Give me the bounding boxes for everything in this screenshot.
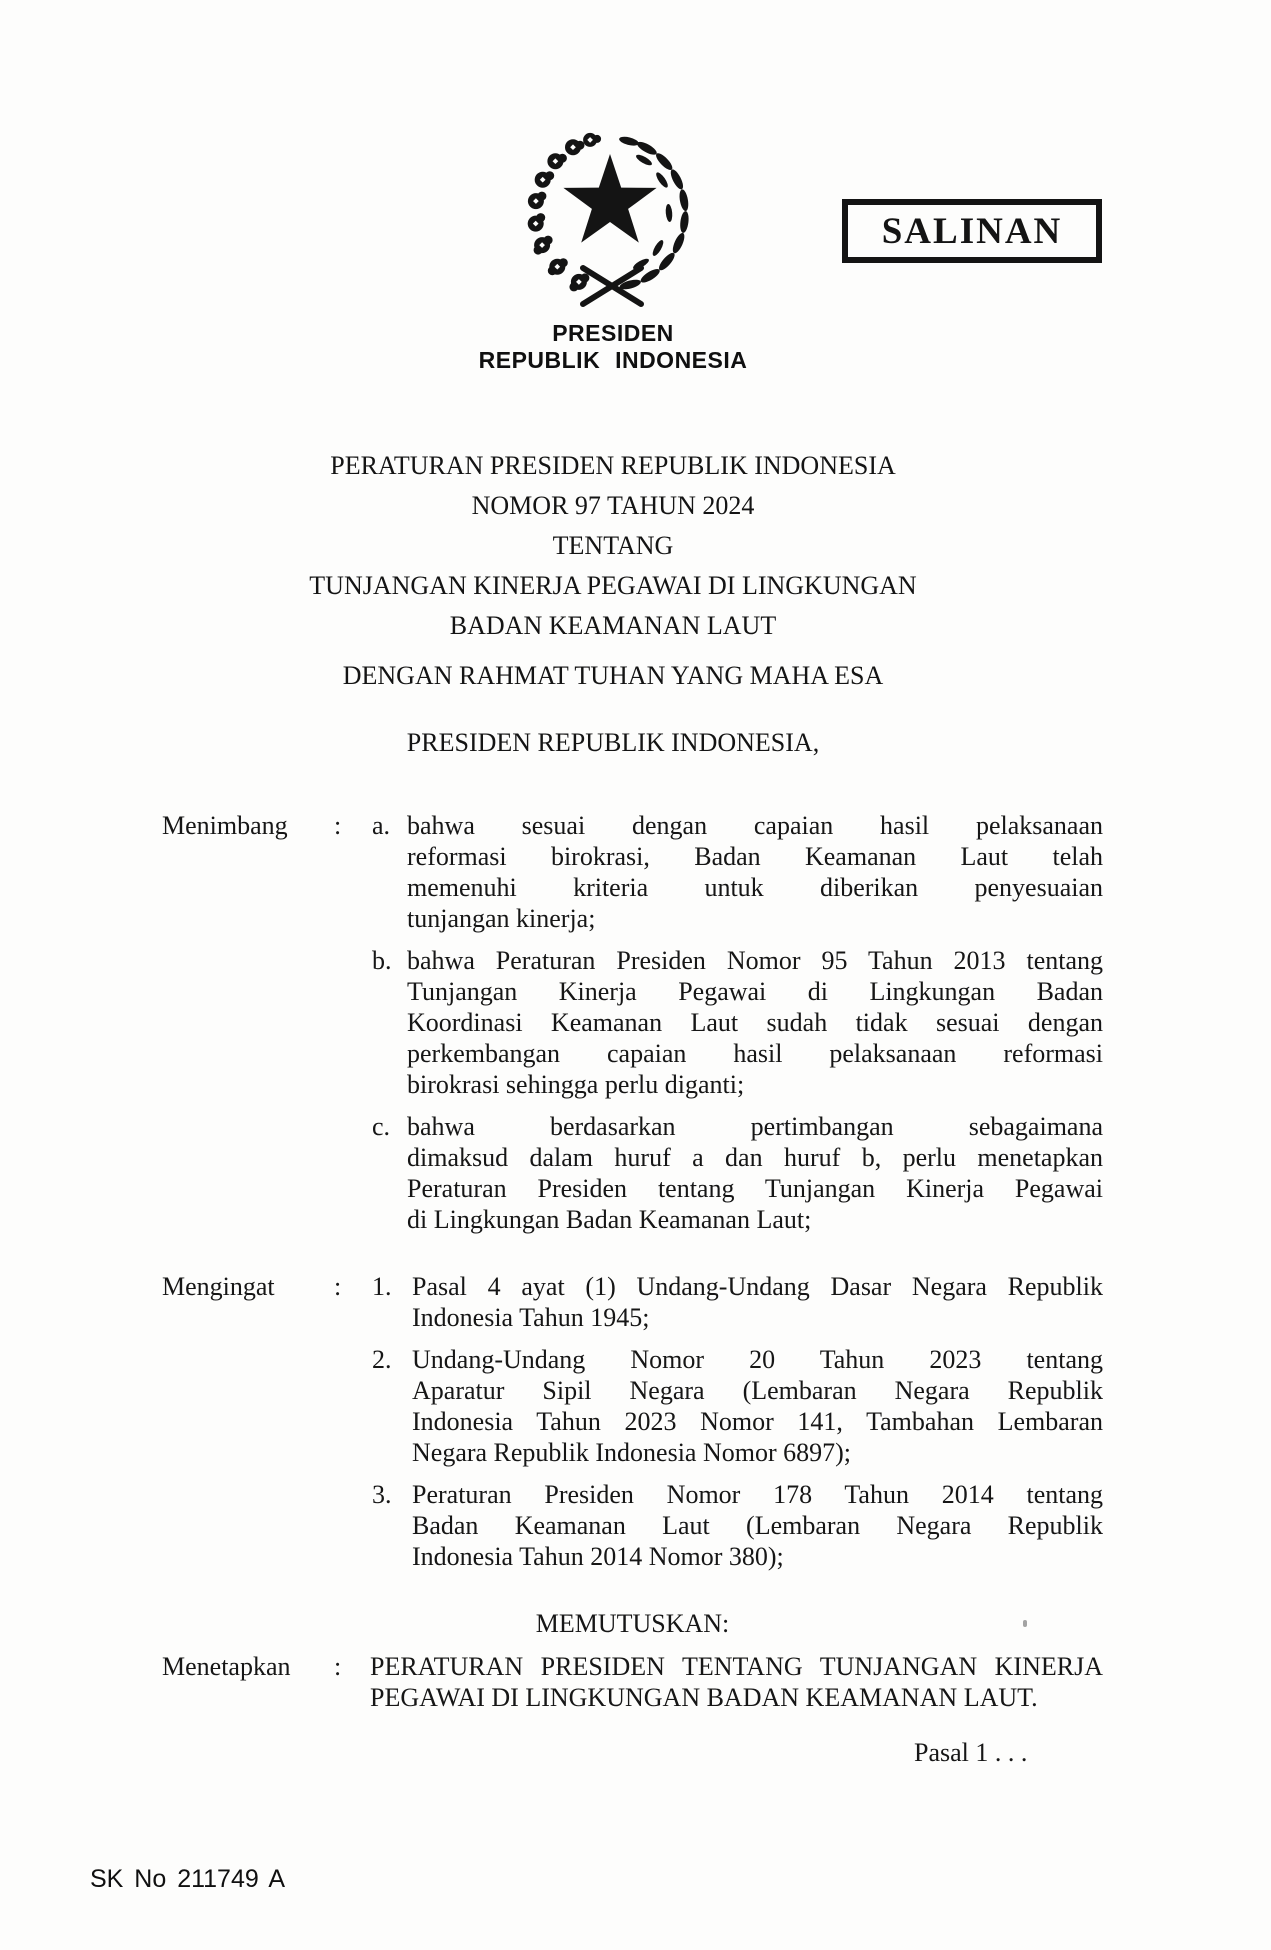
decision-heading: MEMUTUSKAN: xyxy=(535,1609,730,1638)
list-item xyxy=(372,1344,1103,1468)
considering-colon: : xyxy=(334,811,342,840)
title-line-3: TENTANG xyxy=(552,531,674,560)
recalling-section xyxy=(0,1271,1271,1572)
enactment-text xyxy=(370,1651,1103,1713)
item-text xyxy=(412,1479,1103,1572)
document-control-number: SK No 211749 A xyxy=(90,1865,286,1893)
scan-artifact-dot xyxy=(1023,1620,1027,1627)
enactment-section xyxy=(0,1651,1271,1713)
text-line: Koordinasi Keamanan Laut sudah tidak sesuai dengan xyxy=(407,1008,1103,1037)
item-marker: 2. xyxy=(372,1345,392,1374)
text-line: PERATURAN PRESIDEN TENTANG TUNJANGAN KINERJA xyxy=(370,1652,1103,1681)
item-marker: 3. xyxy=(372,1480,392,1509)
text-line: Peraturan Presiden Nomor 178 Tahun 2014 tentang xyxy=(412,1480,1103,1509)
text-line: bahwa sesuai dengan capaian hasil pelaksanaan xyxy=(407,811,1103,840)
considering-label: Menimbang xyxy=(162,811,288,840)
text-line: dimaksud dalam huruf a dan huruf b, perlu menetapkan xyxy=(407,1143,1103,1172)
text-line: Badan Keamanan Laut (Lembaran Negara Republik xyxy=(412,1511,1103,1540)
text-line: Indonesia Tahun 1945; xyxy=(412,1303,650,1332)
title-line-1: PERATURAN PRESIDEN REPUBLIK INDONESIA xyxy=(330,451,896,480)
recalling-label: Mengingat xyxy=(162,1272,275,1301)
text-line: Tunjangan Kinerja Pegawai di Lingkungan Badan xyxy=(407,977,1103,1006)
text-line: Negara Republik Indonesia Nomor 6897); xyxy=(412,1438,852,1467)
item-text xyxy=(407,945,1103,1100)
list-item xyxy=(372,1479,1103,1572)
item-text xyxy=(407,810,1103,934)
recalling-items xyxy=(372,1271,1103,1572)
list-item xyxy=(372,1271,1103,1333)
continuation-note: Pasal 1 . . . xyxy=(914,1738,1028,1767)
text-line: tunjangan kinerja; xyxy=(407,904,596,933)
item-text xyxy=(412,1271,1103,1333)
text-line: birokrasi sehingga perlu diganti; xyxy=(407,1070,745,1099)
item-marker: 1. xyxy=(372,1272,392,1301)
title-line-2: NOMOR 97 TAHUN 2024 xyxy=(471,491,755,520)
text-line: Peraturan Presiden tentang Tunjangan Kinerja Pegawai xyxy=(407,1174,1103,1203)
cotton-branch xyxy=(528,133,601,292)
enacting-authority-line: PRESIDEN REPUBLIK INDONESIA, xyxy=(406,728,820,757)
text-line: memenuhi kriteria untuk diberikan penyesuaian xyxy=(407,873,1103,902)
text-line: Aparatur Sipil Negara (Lembaran Negara Republik xyxy=(412,1376,1103,1405)
text-line: Pasal 4 ayat (1) Undang-Undang Dasar Negara Republik xyxy=(412,1272,1103,1301)
star-icon xyxy=(563,154,656,243)
text-line: bahwa berdasarkan pertimbangan sebagaimana xyxy=(407,1112,1103,1141)
text-line: bahwa Peraturan Presiden Nomor 95 Tahun 2013 tentang xyxy=(407,946,1103,975)
letterhead-presiden: PRESIDEN xyxy=(552,320,674,346)
list-item xyxy=(372,1111,1103,1235)
title-line-5: BADAN KEAMANAN LAUT xyxy=(449,611,777,640)
regulation-title xyxy=(250,446,976,646)
considering-items xyxy=(372,810,1103,1235)
list-item xyxy=(372,810,1103,934)
text-line: Indonesia Tahun 2023 Nomor 141, Tambahan Lembaran xyxy=(412,1407,1103,1436)
item-text xyxy=(407,1111,1103,1235)
item-text xyxy=(412,1344,1103,1468)
list-item xyxy=(372,945,1103,1100)
text-line: reformasi birokrasi, Badan Keamanan Laut telah xyxy=(407,842,1103,871)
salinan-stamp-label: SALINAN xyxy=(881,210,1063,252)
salinan-stamp xyxy=(842,199,1102,263)
letterhead-republik-indonesia: REPUBLIK INDONESIA xyxy=(478,347,748,373)
text-line: Indonesia Tahun 2014 Nomor 380); xyxy=(412,1542,784,1571)
star-wreath-icon xyxy=(523,118,701,308)
letterhead xyxy=(413,320,813,374)
item-marker: b. xyxy=(372,946,392,975)
recalling-colon: : xyxy=(334,1272,342,1301)
invocation-line: DENGAN RAHMAT TUHAN YANG MAHA ESA xyxy=(342,661,884,690)
text-line: perkembangan capaian hasil pelaksanaan reformasi xyxy=(407,1039,1103,1068)
item-marker: a. xyxy=(372,811,391,840)
considering-section xyxy=(0,810,1271,1235)
text-line: PEGAWAI DI LINGKUNGAN BADAN KEAMANAN LAUT. xyxy=(370,1683,1038,1712)
presidential-star-emblem xyxy=(523,118,701,308)
text-line: di Lingkungan Badan Keamanan Laut; xyxy=(407,1205,812,1234)
text-line: Undang-Undang Nomor 20 Tahun 2023 tentang xyxy=(412,1345,1103,1374)
item-marker: c. xyxy=(372,1112,391,1141)
enactment-colon: : xyxy=(334,1652,342,1681)
title-line-4: TUNJANGAN KINERJA PEGAWAI DI LINGKUNGAN xyxy=(309,571,917,600)
enactment-label: Menetapkan xyxy=(162,1652,291,1681)
